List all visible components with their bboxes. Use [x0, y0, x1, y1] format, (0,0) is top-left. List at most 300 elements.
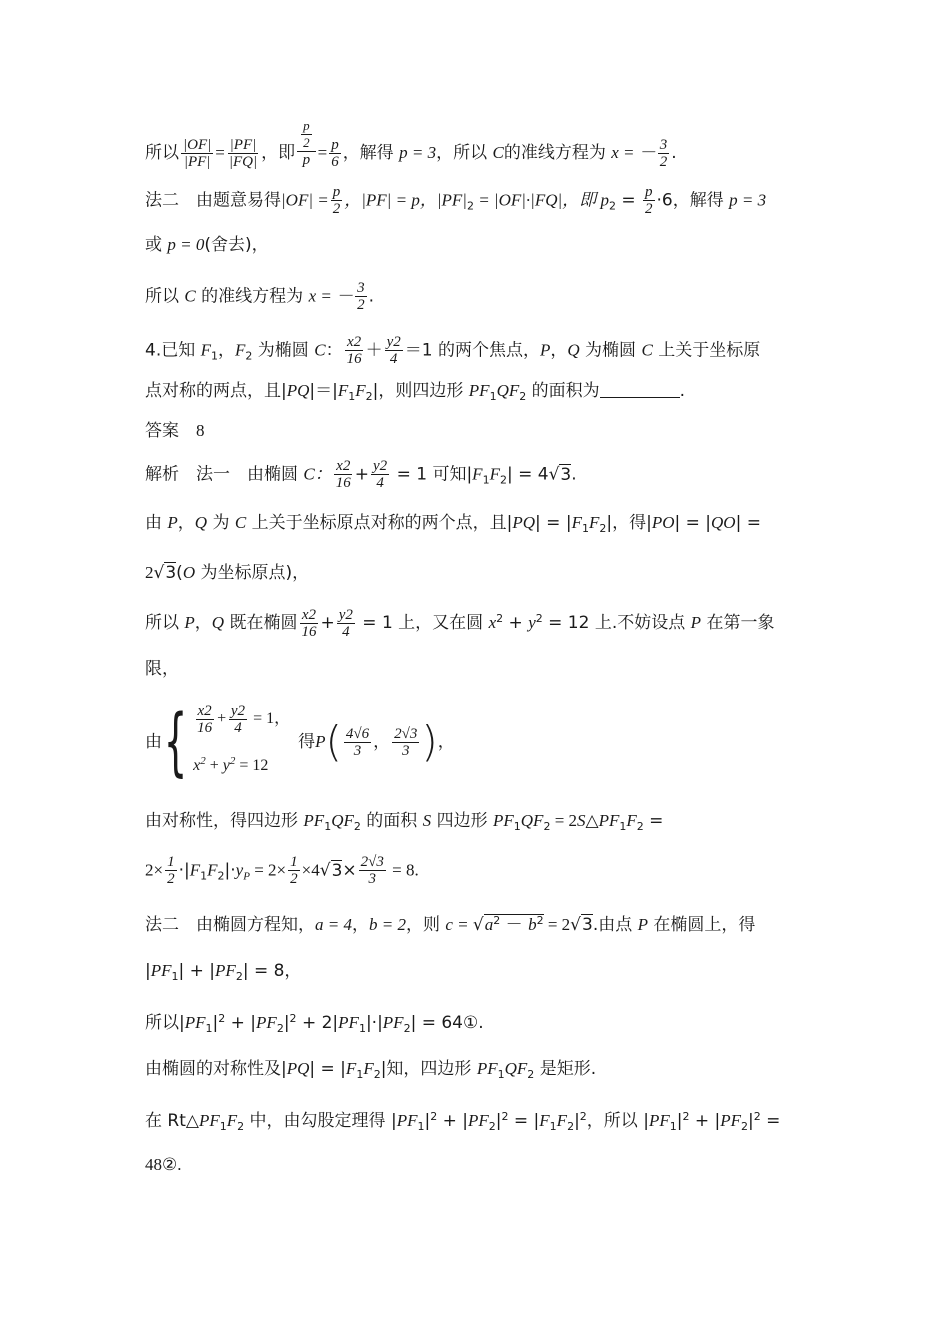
text: 所以|: [145, 1013, 185, 1033]
numerator: 2√3: [394, 725, 418, 742]
sub: 2: [527, 1068, 535, 1081]
numerator: 4√6: [345, 725, 370, 742]
sup: 2: [536, 914, 544, 927]
math: = 8.: [387, 860, 419, 880]
line-1: 所以 $\frac{|OF|}{|PF|}$ = $\frac{|PF|}{|FQ|}$ ，即 $\frac{\frac{p}{2}}{p}$ = $\frac{p}{6}$ ，解得 p = 3，所以 C的准线方程为 x = － $\frac{3}{2}$ .: [145, 118, 677, 170]
fraction: [385, 334, 403, 367]
text: 由: [145, 732, 162, 752]
numerator: 1: [167, 854, 175, 870]
math: ，|PF| = p，|PF|: [344, 190, 467, 210]
text: =: [760, 1111, 781, 1131]
equation-1: $\frac{x2}{16}$ + $\frac{y2}{4}$ = 1，: [197, 703, 291, 736]
math: Q: [211, 613, 225, 632]
sub: P: [243, 870, 250, 883]
text: ，所以 |: [586, 1111, 649, 1131]
sqrt-radicand: [484, 914, 544, 935]
text: 所以: [145, 286, 185, 307]
math: C：: [303, 464, 332, 484]
sub: 1: [205, 1022, 213, 1035]
numerator: 2√3: [360, 854, 384, 870]
text: 点对称的两点，且|: [145, 381, 287, 401]
math: PF: [598, 811, 620, 830]
denominator: 2: [332, 201, 341, 217]
text: 为椭圆: [579, 340, 642, 361]
math: PF: [215, 961, 236, 980]
denominator: 2: [357, 297, 365, 313]
text: |，则四边形: [372, 381, 469, 401]
left-brace-icon: {: [163, 699, 188, 785]
numerator: |OF|: [183, 136, 212, 153]
text: 由椭圆的对称性及|: [145, 1059, 287, 1079]
sub: 1: [669, 1120, 677, 1133]
sub: 2: [373, 1068, 381, 1081]
sub: 1: [549, 1120, 557, 1133]
text: －: [500, 915, 529, 935]
denominator: 2: [659, 153, 668, 170]
numerator: x2: [301, 606, 317, 623]
text: ，解得: [342, 143, 394, 163]
math: P: [637, 915, 649, 934]
sub: 1: [211, 349, 219, 363]
math: PF: [198, 1111, 220, 1130]
fraction: [345, 334, 364, 367]
numerator: 1: [290, 854, 298, 870]
question-4-line-1: 4.已知 $F_1$，$F_2$ 为椭圆 C： $\frac{x2}{16}$ ＋ $\frac{y2}{4}$ ＝1 的两个焦点，P，Q 为椭圆 C 上关于坐标原: [145, 334, 761, 367]
sub: 2: [488, 1120, 496, 1133]
math: x: [193, 757, 201, 774]
math: y: [222, 757, 230, 774]
text: 在椭圆上，得: [648, 915, 756, 935]
text: .: [571, 464, 577, 485]
denominator: 2: [167, 871, 175, 887]
fraction: [334, 458, 353, 491]
text: |: [145, 961, 151, 981]
math: C: [234, 513, 247, 532]
equation-system: [193, 703, 290, 781]
text: |: [495, 1111, 502, 1131]
math: p = 3: [399, 143, 437, 162]
answer-blank: [600, 397, 680, 398]
math: PF: [256, 1013, 277, 1032]
math: S: [422, 811, 432, 830]
text: 由: [145, 513, 168, 533]
denominator: 4: [234, 720, 242, 736]
text: = 1 可知|: [391, 464, 473, 485]
solution-line-11: [145, 1004, 805, 1044]
math: P: [539, 340, 551, 360]
math: = 2: [543, 915, 571, 934]
answer-line: [145, 416, 805, 446]
sup: 2: [682, 1110, 690, 1123]
numerator: y2: [338, 606, 353, 623]
fraction: [195, 703, 214, 736]
math: y: [528, 613, 536, 632]
sub: 2: [353, 820, 361, 833]
math: PF: [338, 1013, 359, 1032]
text: △: [585, 811, 599, 831]
text: .由点: [592, 915, 638, 935]
math: PF: [492, 811, 514, 830]
math: P: [184, 613, 195, 632]
sup: 2: [501, 1110, 509, 1123]
math: QF: [331, 811, 354, 830]
solution-line-5: [145, 654, 805, 684]
numerator: 3: [357, 280, 365, 296]
fraction: [229, 703, 247, 736]
sub: 2: [608, 199, 616, 213]
math: C: [314, 340, 326, 360]
math: F: [235, 340, 246, 360]
math: 48②.: [145, 1155, 182, 1174]
denominator: 3: [368, 871, 376, 887]
sup: 2: [200, 755, 206, 767]
math: Q: [567, 340, 580, 360]
sub: 2: [217, 869, 225, 883]
math: F: [472, 464, 483, 484]
text: 为坐标原点)，: [195, 563, 310, 583]
sub: 1: [513, 820, 521, 833]
text: | =: [735, 513, 761, 533]
math: b = 2: [368, 915, 406, 934]
math: 2×: [145, 860, 164, 880]
fraction: [392, 726, 419, 759]
fraction: [658, 137, 670, 170]
text: ，: [218, 340, 236, 361]
solution-line-8: 2× $\frac{1}{2}$ $\cdot|F_1F_2|\cdot y_P = 2\times$ $\frac{1}{2}$ ×4√3× $\frac{2√3}{3}$ = 8.: [145, 854, 419, 887]
math: PF: [648, 1111, 670, 1130]
math: a: [484, 915, 494, 934]
numerator: 3: [659, 136, 668, 153]
sup: 2: [496, 612, 504, 625]
sub: 1: [356, 1068, 364, 1081]
text: + |: [225, 1013, 257, 1033]
solution-line-12: [145, 1054, 805, 1090]
sqrt-radicand: 3: [582, 915, 593, 935]
denominator: 3: [353, 742, 362, 759]
text: + |: [437, 1111, 468, 1131]
numerator: y2: [230, 703, 246, 719]
denominator: 16: [346, 351, 362, 367]
numerator: |PF|: [229, 136, 257, 153]
math: PF: [396, 1111, 418, 1130]
fraction: [344, 726, 371, 759]
text: |，得|: [606, 513, 652, 533]
numerator: p: [303, 118, 310, 133]
text: .: [679, 381, 686, 401]
sub: 2: [276, 1022, 284, 1035]
numerator: [297, 118, 316, 152]
sub: 2: [466, 199, 474, 213]
text: 限，: [145, 659, 179, 679]
text: 4.已知: [145, 340, 201, 361]
fraction: [227, 137, 259, 170]
denominator: 2: [645, 201, 653, 217]
fraction: [301, 118, 312, 151]
math: F: [207, 860, 218, 880]
text: | = 8，: [242, 961, 302, 981]
text: ，: [373, 732, 391, 752]
sub: 2: [519, 390, 527, 403]
denominator: p: [302, 152, 311, 168]
sub: 2: [403, 1022, 411, 1035]
math: y: [235, 860, 244, 880]
math: F: [226, 1111, 238, 1130]
math: PQ: [286, 381, 310, 400]
denominator: 3: [401, 742, 410, 759]
math: x: [488, 613, 497, 632]
denominator: 2: [290, 871, 298, 887]
sqrt-radicand: 3: [165, 563, 177, 583]
right-paren-icon: ): [421, 717, 438, 766]
sub: 2: [741, 1120, 749, 1133]
sub: 1: [581, 522, 589, 535]
text: + 2|: [296, 1013, 339, 1033]
math: F: [588, 513, 600, 532]
math: p: [600, 190, 609, 210]
math: QF: [520, 811, 544, 830]
text: |知，四边形: [380, 1059, 477, 1079]
sub: 2: [636, 820, 644, 833]
solution-line-2: [145, 508, 805, 544]
math: F: [355, 381, 366, 400]
sup: 2: [289, 1012, 297, 1025]
sup: 2: [430, 1110, 438, 1123]
left-paren-icon: (: [325, 717, 342, 766]
text: |: [748, 1111, 754, 1131]
fraction: [288, 854, 300, 887]
fraction: [337, 607, 355, 640]
fraction: [331, 184, 343, 217]
text: | = 64①.: [410, 1013, 484, 1033]
math: PF: [382, 1013, 404, 1032]
solution-line-6-system: 由 { $\frac{x2}{16}$ + $\frac{y2}{4}$ = 1， $x^2 + y^2 = 12$ 得 P ( $\frac{4√6}{3}$ ， $\frac{2√3}{3}$ ) ，: [145, 699, 455, 785]
text: =: [643, 811, 664, 831]
math: a = 4: [315, 915, 352, 934]
text: 既在椭圆: [224, 613, 298, 633]
math: F: [200, 340, 212, 360]
text: 的面积: [360, 811, 423, 831]
numerator: p: [331, 136, 339, 153]
text: 上关于坐标原: [652, 340, 761, 361]
text: ，: [550, 340, 568, 361]
text: |·|: [365, 1013, 383, 1033]
math: C: [492, 143, 504, 162]
text: 的面积为: [526, 381, 600, 401]
line-2: [145, 184, 805, 222]
sqrt-radicand: 3: [331, 860, 343, 881]
text: 中，由勾股定理得 |: [244, 1111, 397, 1131]
text: 法二 由椭圆方程知，: [145, 915, 315, 935]
math: PF: [184, 1013, 206, 1032]
math: QF: [496, 381, 520, 400]
math: b: [528, 915, 537, 934]
denominator: 6: [331, 153, 339, 170]
math: F: [539, 1111, 550, 1130]
denominator: |FQ|: [228, 153, 258, 170]
numerator: y2: [386, 334, 401, 350]
numerator: x2: [346, 334, 362, 350]
sup: 2: [535, 612, 543, 625]
text: = 1 上，又在圆: [356, 613, 489, 633]
math: C: [641, 340, 653, 360]
solution-line-1: 解析 法一 由椭圆 C： $\frac{x2}{16}$ + $\frac{y2}{4}$ = 1 可知$|F_1F_2| = 4√3$.: [145, 458, 577, 491]
text: 在第一象: [701, 613, 775, 633]
sup: 2: [579, 1110, 587, 1123]
fraction: [355, 280, 367, 313]
text: 的准线方程为: [195, 286, 309, 307]
fraction: [371, 458, 389, 491]
sup: 2: [753, 1110, 761, 1123]
sub: 2: [365, 390, 373, 403]
sub: 1: [489, 390, 497, 403]
denominator: 4: [376, 475, 384, 491]
fraction: [165, 854, 177, 887]
text: | = |: [309, 1059, 346, 1079]
answer-label: 答案: [145, 421, 179, 441]
text: 法二 由题意易得: [145, 190, 281, 211]
denominator: 2: [303, 135, 310, 150]
math: P: [690, 613, 702, 632]
text: ，则: [405, 915, 446, 935]
text: = 1，: [249, 710, 291, 728]
sub: 2: [567, 1120, 575, 1133]
text: 在 Rt△: [145, 1111, 199, 1131]
text: = |: [508, 1111, 540, 1131]
solution-line-10: [145, 956, 805, 992]
text: |·: [224, 860, 236, 881]
math: F: [556, 1111, 568, 1130]
sub: 1: [417, 1120, 425, 1133]
math: F: [363, 1059, 374, 1078]
sub: 1: [171, 970, 179, 983]
text: |: [283, 1013, 290, 1033]
fraction: [299, 607, 318, 640]
math: = 2×: [249, 860, 287, 880]
math: PO: [651, 513, 675, 532]
math: PF: [720, 1111, 742, 1130]
text: 是矩形.: [534, 1059, 597, 1079]
sub: 1: [200, 869, 208, 883]
text: ，即: [261, 143, 296, 163]
solution-line-13: [145, 1102, 805, 1142]
denominator: 16: [301, 623, 317, 640]
math: QF: [504, 1059, 528, 1078]
text: +: [503, 613, 529, 633]
math: F: [189, 860, 201, 880]
fraction: [297, 118, 316, 168]
text: = 12: [235, 757, 269, 774]
math: |OF| =: [281, 190, 329, 210]
text: +: [205, 757, 223, 774]
sub: 1: [358, 1022, 366, 1035]
text: 所以: [145, 613, 185, 633]
numerator: x2: [336, 458, 351, 474]
text: 由对称性，得四边形: [145, 811, 304, 831]
denominator: |PF|: [183, 153, 211, 170]
math: = 2: [550, 811, 578, 830]
fraction: [181, 137, 213, 170]
fraction: [359, 854, 386, 887]
text: ·6，解得: [656, 190, 730, 211]
answer-value: 8: [196, 421, 205, 440]
math: C: [184, 286, 196, 306]
text: ·|: [178, 860, 190, 881]
text: ＝1 的两个焦点，: [404, 340, 540, 361]
math: PQ: [286, 1059, 310, 1078]
fraction: [643, 184, 655, 217]
numerator: x2: [197, 703, 212, 719]
numerator: y2: [373, 458, 388, 474]
text: (: [176, 563, 183, 583]
solution-line-9: 法二 由椭圆方程知，a = 4，b = 2，则 $c = √a^2 - b^2 = 2√3$.由点 P 在椭圆上，得: [145, 914, 756, 935]
math: F: [345, 1059, 357, 1078]
math: PQ: [512, 513, 536, 532]
math: p = 3: [729, 190, 767, 210]
math: P: [167, 513, 178, 532]
text: 解析 法一 由椭圆: [145, 464, 304, 485]
text: ，: [177, 513, 195, 533]
sub: 1: [497, 1068, 505, 1081]
numerator: p: [332, 184, 341, 200]
text: |: [676, 1111, 683, 1131]
math: 2: [145, 563, 154, 582]
sub: 1: [619, 820, 627, 833]
sub: 1: [324, 820, 332, 833]
math: Q: [194, 513, 208, 532]
sqrt-radicand: 3: [560, 464, 572, 485]
text: (舍去)，: [204, 235, 269, 255]
numerator: p: [645, 184, 653, 200]
math: QO: [711, 513, 736, 532]
sup: 2: [218, 1012, 226, 1025]
text: 得: [298, 732, 316, 752]
math: P: [315, 732, 326, 751]
text: | = 4: [506, 464, 549, 485]
math: PF: [467, 1111, 489, 1130]
sub: 2: [543, 820, 551, 833]
line-4: 所以 C 的准线方程为 x = － $\frac{3}{2}$ .: [145, 280, 374, 313]
text: 为: [207, 513, 235, 533]
solution-line-4: 所以 P，Q 既在椭圆 $\frac{x2}{16}$ + $\frac{y2}{4}$ = 1 上，又在圆 $x^2 + y^2 = 12$ 上.不妨设点 P 在第一象: [145, 606, 775, 640]
solution-line-14: [145, 1150, 805, 1180]
text: |: [574, 1111, 580, 1131]
sub: 2: [599, 522, 607, 535]
line-3: [145, 230, 805, 260]
text: |＝|: [309, 381, 338, 401]
text: ×: [342, 860, 357, 881]
math: = |OF|·|FQ|，即: [473, 190, 601, 210]
math: F: [489, 464, 500, 484]
question-4-line-2: [145, 376, 805, 412]
solution-line-3: 2√3(O 为坐标原点)，: [145, 563, 310, 583]
text: 上关于坐标原点对称的两个点，且|: [246, 513, 513, 533]
math: F: [626, 811, 637, 830]
text: |: [424, 1111, 431, 1131]
sup: 2: [493, 914, 501, 927]
sub: 1: [482, 473, 490, 487]
math: F: [337, 381, 349, 400]
math: x = －: [308, 286, 354, 306]
math: S: [577, 811, 586, 830]
text: 为椭圆: [252, 340, 315, 361]
text: | = |: [674, 513, 711, 533]
math: p = 0: [167, 235, 205, 254]
fraction: [329, 137, 341, 170]
text: =: [615, 190, 641, 211]
text: ：: [325, 340, 343, 361]
solution-line-7: [145, 806, 805, 842]
math: O: [182, 563, 196, 582]
